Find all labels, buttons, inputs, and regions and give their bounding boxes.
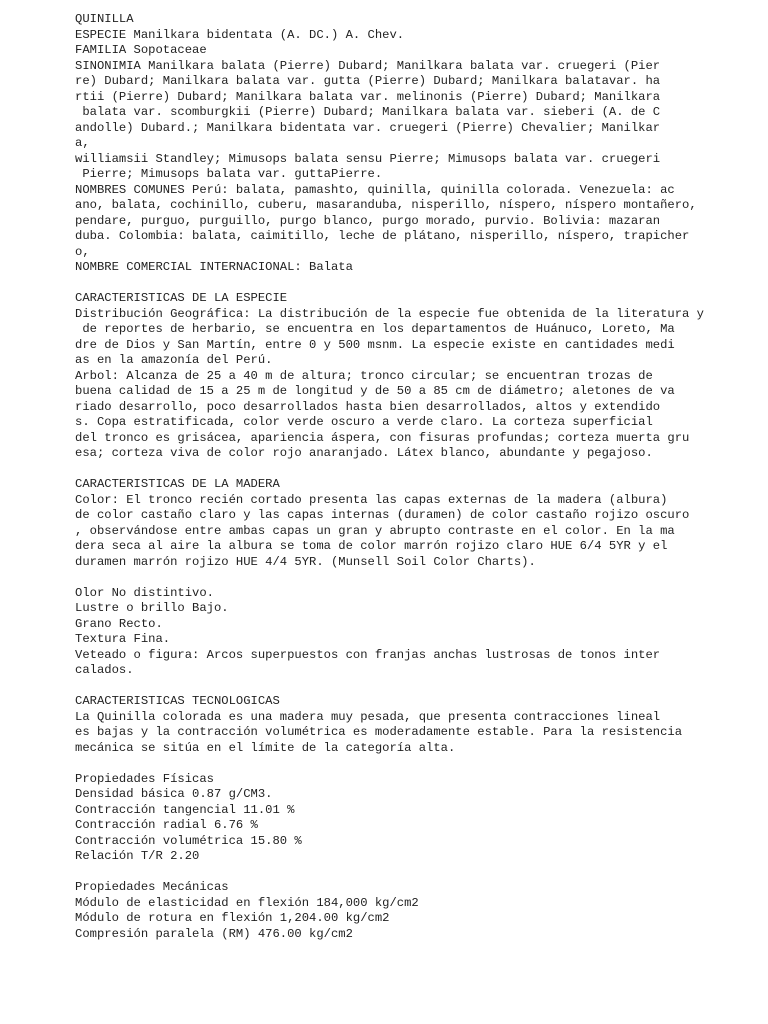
text-line: CARACTERISTICAS TECNOLOGICAS	[75, 694, 280, 708]
text-line: balata var. scomburgkii (Pierre) Dubard; Manilkara balata var. sieberi (A. de C	[75, 105, 661, 119]
text-line: QUINILLA	[75, 12, 134, 26]
text-line: SINONIMIA Manilkara balata (Pierre) Dubard; Manilkara balata var. cruegeri (Pier	[75, 58, 661, 73]
text-line: Densidad básica 0.87 g/CM3.	[75, 787, 273, 801]
text-line	[75, 276, 755, 292]
text-line: del tronco es grisácea, apariencia áspera, con fisuras profundas; corteza muerta gru	[75, 430, 690, 445]
text-line: de color castaño claro y las capas internas (duramen) de color castaño rojizo oscuro	[75, 508, 690, 522]
text-line: CARACTERISTICAS DE LA ESPECIE	[75, 291, 288, 305]
text-line: FAMILIA Sopotaceae	[75, 43, 207, 57]
text-line: Contracción volumétrica 15.80 %	[75, 833, 302, 848]
text-line: buena calidad de 15 a 25 m de longitud y de 50 a 85 cm de diámetro; aletones de va	[75, 384, 675, 398]
text-line	[75, 462, 755, 478]
text-line: s. Copa estratificada, color verde oscuro a verde claro. La corteza superficial	[75, 415, 653, 429]
text-line: Contracción radial 6.76 %	[75, 818, 258, 832]
text-line: Arbol: Alcanza de 25 a 40 m de altura; tronco circular; se encuentran trozas de	[75, 368, 653, 383]
text-line	[75, 756, 755, 772]
text-line	[75, 679, 755, 695]
text-line: Textura Fina.	[75, 632, 171, 646]
text-line: Lustre o brillo Bajo.	[75, 601, 229, 615]
text-line: esa; corteza viva de color rojo anaranjado. Látex blanco, abundante y pegajoso.	[75, 446, 653, 460]
text-line: NOMBRE COMERCIAL INTERNACIONAL: Balata	[75, 260, 353, 274]
text-line: ano, balata, cochinillo, cuberu, masaranduba, nisperillo, níspero, níspero montañero,	[75, 198, 697, 212]
text-line: Grano Recto.	[75, 616, 163, 631]
text-line: , observándose entre ambas capas un gran y abrupto contraste en el color. En la ma	[75, 523, 675, 538]
text-line: Olor No distintivo.	[75, 585, 214, 600]
text-line: Módulo de elasticidad en flexión 184,000 kg/cm2	[75, 895, 419, 910]
text-line: as en la amazonía del Perú.	[75, 353, 273, 367]
text-line: Módulo de rotura en flexión 1,204.00 kg/cm2	[75, 911, 390, 925]
text-line	[75, 865, 755, 881]
text-line: mecánica se sitúa en el límite de la categoría alta.	[75, 740, 456, 755]
text-line: Propiedades Físicas	[75, 771, 214, 786]
document-body	[75, 12, 755, 942]
text-line: Propiedades Mecánicas	[75, 880, 229, 894]
text-line: duramen marrón rojizo HUE 4/4 5YR. (Munsell Soil Color Charts).	[75, 554, 536, 569]
text-line: NOMBRES COMUNES Perú: balata, pamashto, quinilla, quinilla colorada. Venezuela: ac	[75, 182, 675, 197]
text-line: Pierre; Mimusops balata var. guttaPierre.	[75, 167, 383, 181]
text-line: calados.	[75, 663, 134, 677]
text-line: es bajas y la contracción volumétrica es moderadamente estable. Para la resistencia	[75, 725, 683, 739]
text-line: pendare, purguo, purguillo, purgo blanco, purgo morado, purvio. Bolivia: mazaran	[75, 213, 661, 228]
text-line: williamsii Standley; Mimusops balata sensu Pierre; Mimusops balata var. cruegeri	[75, 151, 661, 166]
text-line: CARACTERISTICAS DE LA MADERA	[75, 477, 280, 491]
text-line: a,	[75, 136, 90, 150]
text-line: dera seca al aire la albura se toma de color marrón rojizo claro HUE 6/4 5YR y el	[75, 539, 668, 553]
text-line: Color: El tronco recién cortado presenta las capas externas de la madera (albura)	[75, 492, 668, 507]
text-line: duba. Colombia: balata, caimitillo, leche de plátano, nisperillo, níspero, trapicher	[75, 229, 690, 243]
text-line: ESPECIE Manilkara bidentata (A. DC.) A. Chev.	[75, 27, 405, 42]
text-line: dre de Dios y San Martín, entre 0 y 500 msnm. La especie existe en cantidades medi	[75, 337, 675, 352]
text-line: re) Dubard; Manilkara balata var. gutta (Pierre) Dubard; Manilkara balatavar. ha	[75, 74, 661, 88]
text-line: Relación T/R 2.20	[75, 849, 200, 863]
text-line: La Quinilla colorada es una madera muy pesada, que presenta contracciones lineal	[75, 709, 661, 724]
text-line: o,	[75, 244, 90, 259]
text-line: Distribución Geográfica: La distribución de la especie fue obtenida de la literatura y	[75, 306, 704, 321]
text-line: Veteado o figura: Arcos superpuestos con franjas anchas lustrosas de tonos inter	[75, 647, 661, 662]
text-line: de reportes de herbario, se encuentra en los departamentos de Huánuco, Loreto, Ma	[75, 322, 675, 336]
text-line: andolle) Dubard.; Manilkara bidentata var. cruegeri (Pierre) Chevalier; Manilkar	[75, 120, 661, 135]
text-line: Compresión paralela (RM) 476.00 kg/cm2	[75, 926, 353, 941]
text-line	[75, 570, 755, 586]
text-line: riado desarrollo, poco desarrollados hasta bien desarrollados, altos y extendido	[75, 399, 661, 414]
text-line: Contracción tangencial 11.01 %	[75, 802, 295, 817]
text-line: rtii (Pierre) Dubard; Manilkara balata var. melinonis (Pierre) Dubard; Manilkara	[75, 89, 661, 104]
